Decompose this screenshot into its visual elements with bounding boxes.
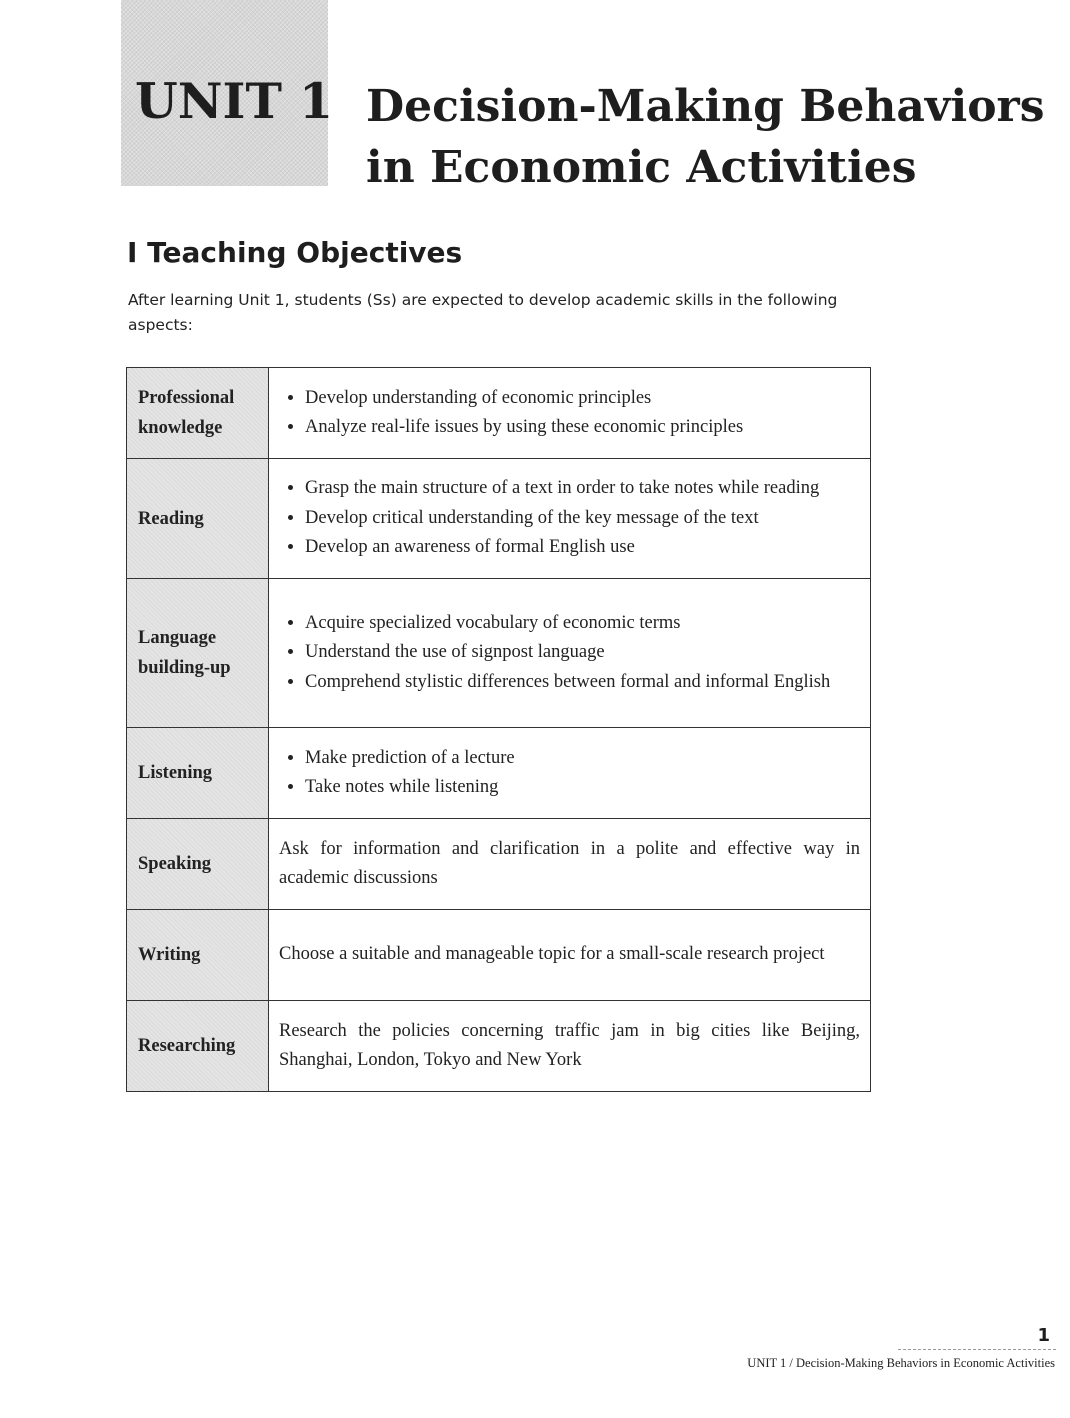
row-label-line-1: Language	[138, 628, 217, 648]
bullet-item: • Comprehend stylistic differences between formal and informal English	[305, 668, 860, 698]
objective-row-speaking	[127, 819, 871, 910]
row-label: Listening	[127, 728, 269, 819]
row-text: Ask for information and clarification in a polite and effective way in academic discussions	[279, 838, 860, 888]
bullet-list	[279, 474, 860, 563]
objective-row-listening	[127, 728, 871, 819]
bullet-item: • Grasp the main structure of a text in order to take notes while reading	[305, 474, 860, 504]
unit-label: UNIT 1	[135, 72, 334, 130]
row-label-line-2: knowledge	[138, 418, 223, 438]
objective-row-researching	[127, 1001, 871, 1092]
row-text: Choose a suitable and manageable topic for a small-scale research project	[279, 944, 825, 965]
row-label	[127, 579, 269, 728]
row-content	[269, 1001, 871, 1092]
bullet-item: • Make prediction of a lecture	[305, 744, 860, 774]
bullet-item: • Understand the use of signpost language	[305, 638, 860, 668]
row-content	[269, 579, 871, 728]
bullet-item: • Analyze real-life issues by using these economic principles	[305, 413, 860, 443]
row-label: Reading	[127, 459, 269, 579]
unit-title-line-1: Decision-Making Behaviors	[366, 81, 1045, 132]
bullet-item: • Develop understanding of economic principles	[305, 384, 860, 414]
unit-title-line-2: in Economic Activities	[366, 142, 917, 193]
bullet-item: • Develop critical understanding of the key message of the text	[305, 504, 860, 534]
objective-row-writing	[127, 910, 871, 1001]
row-label: Writing	[127, 910, 269, 1001]
row-content	[269, 459, 871, 579]
bullet-item: • Take notes while listening	[305, 773, 860, 803]
page-number: 1	[1037, 1325, 1050, 1346]
row-label: Speaking	[127, 819, 269, 910]
footer-divider	[898, 1349, 1056, 1350]
row-label-line-1: Professional	[138, 388, 235, 408]
bullet-list	[279, 384, 860, 443]
bullet-item: • Develop an awareness of formal English use	[305, 533, 860, 563]
objective-row-language-building-up	[127, 579, 871, 728]
row-label: Researching	[127, 1001, 269, 1092]
intro-paragraph: After learning Unit 1, students (Ss) are expected to develop academic skills in the following aspects:	[128, 291, 838, 334]
row-content	[269, 819, 871, 910]
objective-row-reading	[127, 459, 871, 579]
row-content	[269, 910, 871, 1001]
section-heading: I Teaching Objectives	[127, 236, 463, 269]
bullet-item: • Acquire specialized vocabulary of economic terms	[305, 609, 860, 639]
objective-row-professional-knowledge	[127, 368, 871, 459]
bullet-list	[279, 609, 860, 698]
unit-title	[366, 76, 1056, 198]
objectives-table	[126, 367, 871, 1092]
row-content	[269, 368, 871, 459]
bullet-list	[279, 744, 860, 803]
row-content	[269, 728, 871, 819]
row-text: Research the policies concerning traffic jam in big cities like Beijing, Shanghai, London, Tokyo and New York	[279, 1020, 860, 1070]
running-footer: UNIT 1 / Decision-Making Behaviors in Economic Activities	[747, 1356, 1055, 1370]
row-label-line-2: building-up	[138, 658, 231, 678]
row-label	[127, 368, 269, 459]
